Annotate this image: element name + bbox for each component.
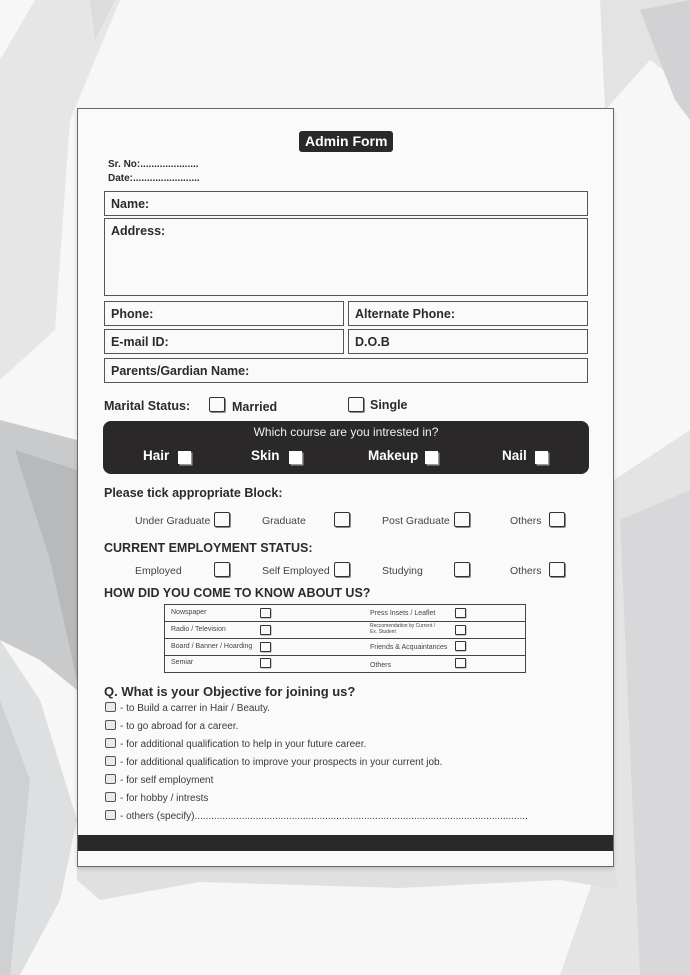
name-field[interactable]: [104, 191, 588, 216]
course-skin-checkbox[interactable]: [289, 451, 302, 464]
marital-status-label: Marital Status:: [104, 399, 191, 413]
objective-checkbox[interactable]: [105, 738, 116, 748]
objective-option[interactable]: [105, 775, 213, 786]
source-friends-checkbox[interactable]: [455, 641, 466, 651]
source-press-checkbox[interactable]: [455, 608, 466, 618]
parents-guardian-field[interactable]: [104, 358, 588, 383]
objective-checkbox[interactable]: [105, 702, 116, 712]
date-field[interactable]: Date:........................: [108, 173, 200, 184]
email-label: E-mail ID:: [111, 335, 169, 349]
course-nail-label: Nail: [502, 448, 527, 463]
source-others-checkbox[interactable]: [455, 658, 466, 668]
married-label: Married: [232, 400, 278, 414]
objective-option-label: - others (specify)........................................................................................................................: [120, 811, 528, 822]
objective-option-label: - for additional qualification to help in your future career.: [120, 739, 367, 750]
source-radio-tv-label: Radio / Television: [171, 626, 226, 633]
objective-option-label: - to Build a carrer in Hair / Beauty.: [120, 703, 270, 714]
employment-others-label: Others: [510, 565, 542, 577]
self-employed-label: Self Employed: [262, 565, 330, 577]
education-others-label: Others: [510, 515, 542, 527]
employment-heading: CURRENT EMPLOYMENT STATUS:: [104, 541, 313, 555]
source-board-label: Board / Banner / Hoarding: [171, 643, 253, 650]
objective-checkbox[interactable]: [105, 792, 116, 802]
source-seminar-label: Semiar: [171, 659, 194, 666]
objective-option-label: - for hobby / intrests: [120, 793, 209, 804]
single-checkbox[interactable]: [348, 397, 364, 412]
source-others-label: Others: [370, 662, 392, 669]
studying-checkbox[interactable]: [454, 562, 470, 577]
graduate-label: Graduate: [262, 515, 306, 527]
objective-option[interactable]: [105, 721, 238, 732]
objective-checkbox[interactable]: [105, 720, 116, 730]
source-board-checkbox[interactable]: [260, 642, 271, 652]
source-newspaper-checkbox[interactable]: [260, 608, 271, 618]
course-nail-checkbox[interactable]: [535, 451, 548, 464]
course-makeup-label: Makeup: [368, 448, 419, 463]
admin-form-page: [77, 108, 614, 867]
address-label: Address:: [111, 224, 166, 238]
dob-label: D.O.B: [355, 335, 390, 349]
parents-guardian-label: Parents/Gardian Name:: [111, 364, 250, 378]
source-recommendation-checkbox[interactable]: [455, 625, 466, 635]
address-field[interactable]: [104, 218, 588, 296]
graduate-checkbox[interactable]: [334, 512, 350, 527]
alternate-phone-field[interactable]: [348, 301, 588, 326]
course-makeup-checkbox[interactable]: [425, 451, 438, 464]
objective-option[interactable]: [105, 739, 366, 750]
course-interest-panel: [103, 421, 589, 474]
course-skin-label: Skin: [251, 448, 280, 463]
source-recommendation-line1: Reccomendation by Current /: [370, 623, 436, 629]
objective-question: Q. What is your Objective for joining us?: [104, 684, 356, 699]
employed-label: Employed: [135, 565, 182, 577]
source-recommendation-line2: Ex. Student: [370, 629, 396, 635]
source-row: [165, 605, 525, 622]
source-newspaper-label: Nowspaper: [171, 609, 207, 616]
objective-option[interactable]: [105, 793, 208, 804]
objective-checkbox[interactable]: [105, 810, 116, 820]
source-seminar-checkbox[interactable]: [260, 658, 271, 668]
objective-checkbox[interactable]: [105, 756, 116, 766]
studying-label: Studying: [382, 565, 423, 577]
source-row: [165, 639, 525, 656]
course-hair-label: Hair: [143, 448, 170, 463]
course-hair-checkbox[interactable]: [178, 451, 191, 464]
email-field[interactable]: [104, 329, 344, 354]
single-label: Single: [370, 398, 408, 412]
footer-bar: [78, 835, 613, 851]
phone-field[interactable]: [104, 301, 344, 326]
post-graduate-label: Post Graduate: [382, 515, 450, 527]
employment-others-checkbox[interactable]: [549, 562, 565, 577]
marital-status-group: [104, 397, 574, 417]
objective-option[interactable]: [105, 811, 528, 822]
source-row: [165, 656, 525, 673]
education-heading: Please tick appropriate Block:: [104, 486, 283, 500]
objective-checkbox[interactable]: [105, 774, 116, 784]
self-employed-checkbox[interactable]: [334, 562, 350, 577]
alternate-phone-label: Alternate Phone:: [355, 307, 456, 321]
course-question: Which course are you intrested in?: [253, 425, 439, 439]
under-graduate-checkbox[interactable]: [214, 512, 230, 527]
source-radio-tv-checkbox[interactable]: [260, 625, 271, 635]
serial-number-field[interactable]: Sr. No:.....................: [108, 159, 199, 170]
form-title: Admin Form: [299, 131, 393, 152]
source-recommendation-label: [370, 623, 435, 635]
phone-label: Phone:: [111, 307, 154, 321]
objective-option[interactable]: [105, 757, 442, 768]
source-table: [164, 604, 526, 673]
education-others-checkbox[interactable]: [549, 512, 565, 527]
objective-option[interactable]: [105, 703, 270, 714]
source-row: [165, 622, 525, 639]
objective-option-label: - to go abroad for a career.: [120, 721, 239, 732]
married-checkbox[interactable]: [209, 397, 225, 412]
objective-option-label: - for self employment: [120, 775, 214, 786]
post-graduate-checkbox[interactable]: [454, 512, 470, 527]
name-label: Name:: [111, 197, 150, 211]
objective-option-label: - for additional qualification to improve your prospects in your current job.: [120, 757, 443, 768]
source-press-label: Press Insets / Leaflet: [370, 610, 436, 617]
source-friends-label: Friends & Acquaintances: [370, 644, 448, 651]
employed-checkbox[interactable]: [214, 562, 230, 577]
under-graduate-label: Under Graduate: [135, 515, 211, 527]
source-heading: HOW DID YOU COME TO KNOW ABOUT US?: [104, 586, 371, 600]
dob-field[interactable]: [348, 329, 588, 354]
